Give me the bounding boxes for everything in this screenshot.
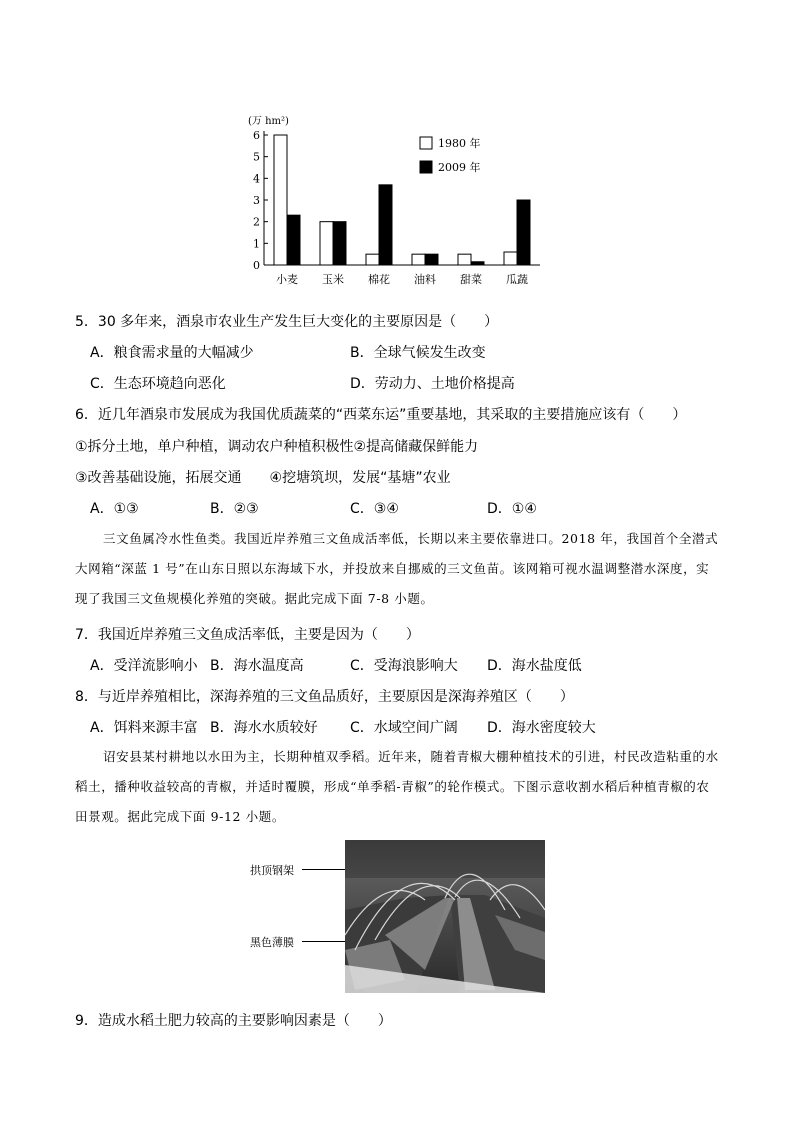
chart-y-tick-label: 2 <box>253 215 260 229</box>
chart-bar-series-1 <box>458 254 471 265</box>
chart-bar-series-2 <box>425 254 438 265</box>
question-7-option-a[interactable]: A．受洋流影响小 <box>90 658 198 674</box>
chart-y-unit: (万 hm²) <box>248 116 289 127</box>
chart-bar-series-2 <box>471 262 484 265</box>
question-7-option-b[interactable]: B．海水温度高 <box>210 658 304 674</box>
chart-y-tick-label: 3 <box>253 194 260 207</box>
chart-x-tick-label: 小麦 <box>276 273 298 286</box>
question-6-statement-line-1: ①拆分土地，单户种植，调动农户种植积极性②提高储藏保鲜能力 <box>75 439 479 455</box>
question-7-option-d[interactable]: D．海水盐度低 <box>487 658 582 674</box>
passage-salmon: 三文鱼属冷水性鱼类。我国近岸养殖三文鱼成活率低，长期以来主要依靠进口。2018 年，我国首个全潜式大网箱“深蓝 1 号”在山东日照以东海域下水，并投放来自挪威的三文鱼苗。该网箱可视水温调整潜水深度，实现了我国三文鱼规模化养殖的突破。据此完成下面 7-8 小题。 <box>75 531 719 606</box>
question-7-stem: 7．我国近岸养殖三文鱼成活率低，主要是因为（ ） <box>75 627 420 643</box>
chart-legend <box>420 136 481 174</box>
leader-line-black-film <box>302 941 346 942</box>
chart-bar-series-2 <box>333 222 346 265</box>
chart-bar-series-1 <box>412 254 425 265</box>
question-6-option-b[interactable]: B．②③ <box>210 501 259 517</box>
question-8-option-b[interactable]: B．海水水质较好 <box>210 720 318 736</box>
chart-bar-series-2 <box>379 185 392 265</box>
chart-y-ticks <box>253 129 268 272</box>
chart-bar-series-2 <box>517 200 530 265</box>
chart-axes <box>264 131 540 265</box>
chart-x-tick-label: 玉米 <box>322 273 344 286</box>
question-6-option-a[interactable]: A．①③ <box>90 501 139 517</box>
question-5-stem: 5．30 多年来，酒泉市农业生产发生巨大变化的主要原因是（ ） <box>75 314 499 330</box>
question-9-stem: 9．造成水稻土肥力较高的主要影响因素是（ ） <box>75 1013 392 1029</box>
question-8-option-a[interactable]: A．饵料来源丰富 <box>90 720 198 736</box>
chart-x-labels <box>276 272 528 286</box>
chart-x-tick-label: 油料 <box>414 273 436 286</box>
question-8-stem: 8．与近岸养殖相比，深海养殖的三文鱼品质好，主要原因是深海养殖区（ ） <box>75 689 574 705</box>
chart-bar-series-1 <box>504 252 517 265</box>
question-8-option-d[interactable]: D．海水密度较大 <box>487 720 596 736</box>
chart-y-tick-label: 0 <box>253 259 260 272</box>
chart-x-tick-label: 甜菜 <box>460 273 482 286</box>
photo-label-arch-frame: 拱顶钢架 <box>250 864 294 877</box>
chart-bar-series-1 <box>320 222 333 265</box>
leader-line-arch-frame <box>302 869 346 870</box>
question-5-option-a[interactable]: A．粮食需求量的大幅减少 <box>90 345 254 361</box>
question-6-option-c[interactable]: C．③④ <box>350 501 399 517</box>
passage-pepper-farming: 诏安县某村耕地以水田为主，长期种植双季稻。近年来，随着青椒大棚种植技术的引进，村民改造粘重的水稻土，播种收益较高的青椒，并适时覆膜，形成“单季稻-青椒”的轮作模式。下图示意收割水稻后种植青椒的农田景观。据此完成下面 9-12 小题。 <box>75 749 719 824</box>
question-5-option-b[interactable]: B．全球气候发生改变 <box>350 345 486 361</box>
question-6-stem: 6．近几年酒泉市发展成为我国优质蔬菜的“西菜东运”重要基地，其采取的主要措施应该有（ ） <box>75 407 687 423</box>
chart-x-tick-label: 棉花 <box>368 273 390 286</box>
chart-y-tick-label: 4 <box>253 172 260 186</box>
legend-label: 1980 年 <box>438 137 481 150</box>
question-5-option-d[interactable]: D．劳动力、土地价格提高 <box>350 376 515 392</box>
greenhouse-field-photo <box>345 840 545 993</box>
question-8-option-c[interactable]: C．水域空间广阔 <box>350 720 458 736</box>
photo-label-black-film: 黑色薄膜 <box>250 936 294 949</box>
chart-y-tick-label: 1 <box>253 237 260 251</box>
legend-swatch <box>420 161 432 173</box>
chart-bars <box>274 135 530 265</box>
question-5-option-c[interactable]: C．生态环境趋向恶化 <box>90 376 226 392</box>
chart-bar-series-1 <box>274 135 287 265</box>
chart-x-tick-label: 瓜蔬 <box>506 273 528 286</box>
legend-label: 2009 年 <box>438 161 481 174</box>
chart-bar-series-2 <box>287 215 300 265</box>
question-7-option-c[interactable]: C．受海浪影响大 <box>350 658 458 674</box>
question-6-option-d[interactable]: D．①④ <box>487 501 537 517</box>
question-6-statement-line-2: ③改善基础设施，拓展交通 ④挖塘筑坝，发展“基塘”农业 <box>75 470 451 486</box>
chart-bar-series-1 <box>366 254 379 265</box>
legend-swatch <box>420 137 432 149</box>
chart-y-tick-label: 5 <box>253 150 260 164</box>
crop-area-bar-chart <box>240 112 540 292</box>
chart-y-tick-label: 6 <box>253 129 260 142</box>
